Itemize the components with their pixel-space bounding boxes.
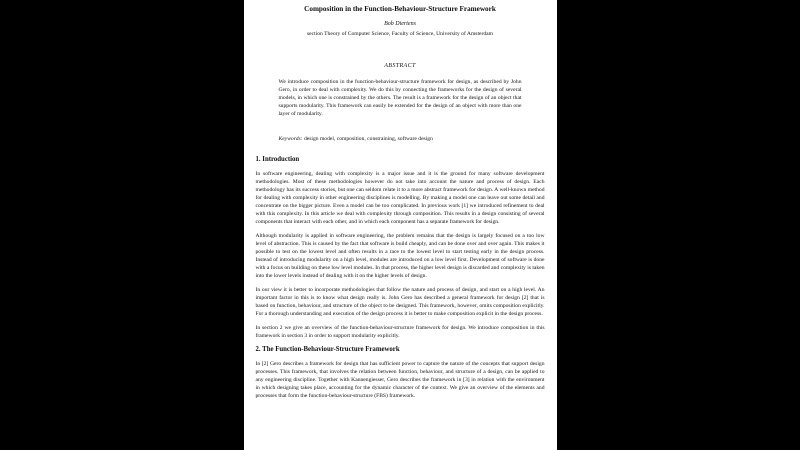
paper-affiliation: section Theory of Computer Science, Faculty of Science, University of Amsterdam [307, 30, 493, 37]
section-1-paragraph-1: In software engineering, dealing with complexity is a major issue and it is the ground for many software development methodologies. Most of these methodologies however do not take into account the nature and process of design. Each methodology has its success stories, but one can seldom relate it to a more abstract framework for design. A well-known method for dealing with complexity in other engineering disciplines is modelling. By making a model one can leave out some detail and concentrate on the bigger picture. Even a model can be too complicated. In previous work [1] we introduced refinement to deal with this complexity. In this article we deal with complexity through composition. This results in a design consisting of several components that interact with each other, and in which each component has a separate framework for design. [255, 170, 545, 225]
keywords-text: design model, composition, constraining, software design [303, 135, 433, 142]
paper-title: Composition in the Function-Behaviour-Structure Framework [304, 5, 496, 13]
keywords-label: Keywords: [278, 135, 303, 142]
paper-page [244, 0, 557, 450]
abstract-text: We introduce composition in the function-behaviour-structure framework for design, as described by John Gero, in order to deal with complexity. We do this by connecting the frameworks for the design of several models, in which one is constrained by the others. The result is a framework for the design of an object that supports modularity. This framework can easily be extended for the design of an object with more than one layer of modularity. [278, 78, 522, 117]
section-1-paragraph-4: In section 2 we give an overview of the function-behaviour-structure framework for design. We introduce composition in this framework in section 3 in order to support modularity explicitly. [255, 324, 545, 339]
section-2-heading: 2. The Function-Behaviour-Structure Framework [255, 345, 400, 353]
section-1-paragraph-2: Although modularity is applied in software engineering, the problem remains that the design is largely focused on a too low level of abstraction. This is caused by the fact that software is build cheaply, and can be done over and over again. This makes it possible to test on the lowest level and often results in a race to the lowest level to start testing early in the design process. Instead of introducing modularity on a high level, modules are introduced on a low level first. Development of software is done with a focus on building on these low level modules. In that process, the higher level design is discarded and complexity is taken into the lower levels instead of dealing with it on the higher levels of design. [255, 232, 545, 279]
abstract-heading: ABSTRACT [384, 62, 416, 69]
section-2-paragraph-1: In [2] Gero describes a framework for design that has sufficient power to capture the nature of the concepts that support design processes. This framework, that involves the relation between function, behaviour, and structure of a design, can be applied to any engineering discipline. Together with Kannengiesser, Gero describes the framework in [3] in relation with the environment in which designing takes place, accounting for the dynamic character of the context. We give an overview of the elements and processes that form the function-behaviour-structure (FBS) framework. [255, 360, 545, 399]
keywords-line [279, 135, 522, 143]
paper-author: Bob Diertens [384, 20, 416, 27]
section-1-paragraph-3: In our view it is better to incorporate methodologies that follow the nature and process of design, and start on a high level. An important factor in this is to know what design really is. John Gero has described a general framework for design [2] that is based on function, behaviour, and structure of the object to be designed. This framework, however, omits composition explicitly. For a thorough understanding and execution of the design process it is better to make composition explicit in the design process. [255, 286, 545, 317]
section-1-heading: 1. Introduction [255, 155, 300, 163]
